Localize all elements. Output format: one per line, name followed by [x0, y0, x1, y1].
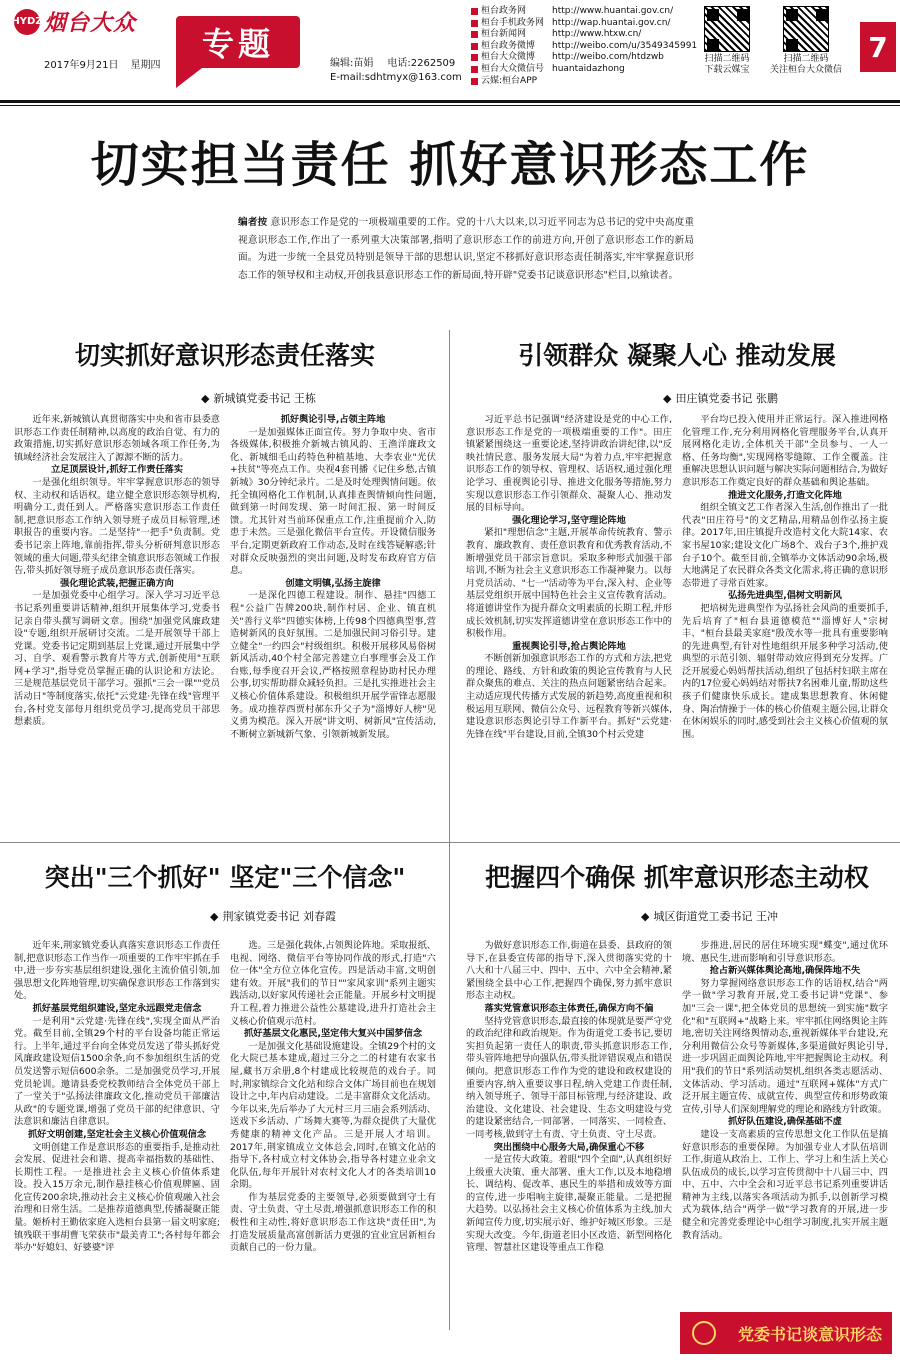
editor-note-label: 编者按 — [238, 217, 268, 228]
article-subheading: 抢占新兴媒体舆论高地,确保阵地不失 — [709, 965, 861, 977]
article-column — [14, 414, 220, 834]
article-paragraph: 习近平总书记强调"经济建设是党的中心工作,意识形态工作是党的一项极端重要的工作"。田庄镇紧紧围绕这一重要论述,坚持讲政治讲纪律,以"反映社情民意、服务发展大局"为着力点,牢牢把握意识形态工作的领导权、管理权、话语权,通过强化理论学习、重视舆论引导、推进文化服务等措施,努力实现以意识形态工作引领群众、凝聚人心、推动发展的目标导向。 — [466, 414, 672, 514]
article-byline: ◆ 荆家镇党委书记 刘春霞 — [210, 908, 336, 924]
article-column — [682, 414, 888, 834]
article-title: 突出"三个抓好" 坚定"三个信念" — [44, 863, 406, 892]
article-paragraph: 一是加强媒体正面宣传。努力争取中央、省市各级媒体,积极推介新城古镇风韵、王渔洋廉政文化、新城细毛山药特色种植基地、大李农业"光伏+扶贫"等亮点工作。央视4套刊播《记住乡愁,古镇新城》30分钟纪录片。二是及时处理舆情问题。依托全镇网格化工作机制,认真排查舆情倾向性问题,做到第一时间发现、第一时间汇报、第一时间反馈。尤其针对当前环保重点工作,注重提前介入,防患于未然。三是强化微信平台宣传。开设微信服务平台,定期更新政府工作动态,及时在线答疑解惑;针对群众反映强烈的突出问题,及时发布政府官方信息。 — [230, 426, 436, 577]
article-column — [230, 414, 436, 834]
media-links — [470, 6, 697, 87]
newspaper-logo — [11, 6, 137, 37]
qr-download: 扫描二维码 下载云媒宝 — [704, 6, 750, 76]
qr-wechat: 扫描二维码 关注桓台大众微信 — [770, 6, 842, 76]
article-paragraph: 步推进,居民的居住环境实现"蝶变",通过优环境、惠民生,进而影响和引导意识形态。 — [682, 940, 888, 964]
editor-email: E-mail:sdhtmyx@163.com — [330, 72, 462, 83]
article-column — [466, 414, 672, 834]
masthead — [0, 0, 900, 108]
article-byline: ◆ 田庄镇党委书记 张鹏 — [663, 390, 778, 406]
article-title: 引领群众 凝聚人心 推动发展 — [518, 341, 836, 370]
page-headline: 切实担当责任 抓好意识形态工作 — [90, 137, 810, 193]
divider — [0, 100, 900, 103]
article-subheading: 重视舆论引导,抢占舆论阵地 — [512, 640, 626, 652]
editor-note-text: 意识形态工作是党的一项极端重要的工作。党的十八大以来,以习近平同志为总书记的党中央高度重视意识形态工作,作出了一系列重大决策部署,指明了意识形态工作的前进方向,开创了意识形态工作的新局面。为进一步统一全县党员特别是领导干部的思想认识,坚定不移抓好意识形态责任制落实,牢牢掌握意识形态工作的领导权和主动权,开创我县意识形态工作的新局面,特开辟"党委书记谈意识形态"栏目,以飨读者。 — [238, 217, 694, 281]
banner-text: 党委书记谈意识形态 — [737, 1324, 882, 1344]
article-paragraph: 一是利用"云党建·先锋在线",实现全面从严治党。截至目前,全镇29个村的平台设备均能正常运行。上半年,通过平台向全体党员发送了带头抓好党风廉政建设短信1500余条,向不参加组织生活的党员发送警示短信600余条。二是加强党员学习,开展党员轮训。邀请县委党校教师结合全体党员干部上了一堂关于"弘扬法律廉政文化,推动党员干部廉洁从政"的专题党课,增强了党员干部的纪律意识、守法意识和廉洁自律意识。 — [14, 1015, 220, 1128]
party-emblem-icon — [692, 1321, 716, 1345]
media-link-row[interactable]: 桓台政务网 http://www.huantai.gov.cn/ — [470, 6, 697, 18]
article-column — [466, 940, 672, 1354]
media-link-row: 云媒:桓台APP — [470, 76, 697, 88]
article-subheading: 创建文明镇,弘扬主旋律 — [285, 577, 381, 589]
article-paragraph: 紧扣"理想信念"主题,开展革命传统教育、警示教育、廉政教育、责任意识教育和优秀教育活动,不断增强党员干部宗旨意识。采取多种形式加强干部培训,不断为社会主义意识形态工作凝神聚力。以每月党员活动、"七一"活动等为平台,深入村、企业等基层党组织开展中国特色社会主义宣传教育活动。将道德讲堂作为提升群众文明素质的长期工程,并形成长效机制,切实发挥道德讲堂在意识形态工作中的积极作用。 — [466, 527, 672, 640]
article-paragraph: 文明创建工作是意识形态的重要指手,是推动社会发展、促进社会和谐、提高幸福指数的基础性、长期性工程。一是推进社会主义核心价值体系建设。投入15万余元,制作悬挂核心价值观牌匾、固化宣传200余块,推动社会主义核心价值观融入社会治理和日常生活。二是推荐道德典型,传播凝聚正能量。姬桥村王勤依家庭入选桓台县第一届文明家庭;镇残联干事胡曹飞荣获市"最美青工";各村每年都会举办"好媳妇、好婆婆"评 — [14, 1141, 220, 1254]
article-subheading: 强化理论武装,把握正确方向 — [60, 577, 174, 589]
editor-note — [238, 214, 694, 284]
divider — [0, 105, 900, 106]
article-byline: ◆ 新城镇党委书记 王栋 — [201, 390, 316, 406]
column-banner — [680, 1312, 892, 1354]
editor-info — [330, 57, 462, 85]
article-title: 把握四个确保 抓牢意识形态主动权 — [485, 863, 869, 892]
article-paragraph: 努力掌握网络意识形态工作的话语权,结合"两学一做"学习教育开展,党工委书记讲"党课"、参加"三会一课",把全体党员的思想统一到实施"数字化"和"互联网+"战略上来。牢牢抓住网络舆论主阵地,密切关注网络舆情动态,重视新媒体平台建设,充分利用微信公众号等新媒体,多渠道做好舆论引导,进一步巩固正面舆论阵地,牢牢把握舆论主动权。利用"我们的节日"系列活动契机,组织各类志愿活动、文体活动、学习活动。通过"互联网+媒体"方式广泛开展主题宣传、成就宣传、典型宣传和形势政策宣传,引导人们深刻理解党的理论和路线方针政策。 — [682, 977, 888, 1115]
article-subheading: 抓好基层党组织建设,坚定永远跟党走信念 — [32, 1002, 202, 1014]
media-link-row: 桓台大众微信号 huantaidazhong — [470, 64, 697, 76]
qr-code-icon — [783, 6, 829, 52]
article-paragraph: 为做好意识形态工作,街道在县委、县政府的领导下,在县委宣传部的指导下,深入贯彻落实党的十八大和十八届三中、四中、五中、六中全会精神,紧紧围绕全县中心工作,把握四个确保,努力抓牢意识形态主动权。 — [466, 940, 672, 1002]
logo-text: 烟台大众 — [44, 10, 137, 36]
article-subheading: 推进文化服务,打造文化阵地 — [728, 489, 842, 501]
weekday-text: 星期四 — [130, 60, 161, 71]
issue-date — [44, 56, 161, 71]
article-column — [14, 940, 220, 1354]
article-subheading: 抓好基层文化惠民,坚定伟大复兴中国梦信念 — [243, 1028, 423, 1040]
article-byline: ◆ 城区街道党工委书记 王冲 — [641, 908, 778, 924]
article-paragraph: 一是加强党委中心组学习。深入学习习近平总书记系列重要讲话精神,组织开展集体学习,党委书记亲自带头撰写调研文章。围绕"加强党风廉政建设"专题,组织开展研讨交流。二是开展领导干部上党课。党委书记定期到基层上党课,通过开展集中学习、自学、观看警示教育片等方式,创新使用"互联网+学习",指导党员掌握正确的认识论和方法论。三是规范基层党员干部学习。强抓"三会一课""党员活动日"等制度落实,依托"云党建·先锋在线"管理平台,各村党支部每月组织党员学习,提高党员干部思想素质。 — [14, 590, 220, 728]
article-subheading: 抓好文明创建,坚定社会主义核心价值观信念 — [27, 1128, 207, 1140]
date-text: 2017年9月21日 — [44, 60, 119, 71]
article-xincheng — [14, 332, 436, 837]
article-paragraph: 把培树先进典型作为弘扬社会风尚的重要抓手,先后培育了"桓台县道德模范""淄博好人"宗树丰、"桓台县最美家庭"殷茂水等一批具有重要影响的先进典型,有针对性地组织开展多种学习活动,使典型的示范引领、辐射带动效应得到充分发挥。广泛开展爱心妈妈帮扶活动,组织了包括村妇联主席在内的17位爱心妈妈结对帮扶7名困难儿童,帮助这些孩子们健康快乐成长。建成集思想教育、休闲健身、陶冶情操于一体的核心价值观主题公园,让群众在休闲娱乐的同时,感受到社会主义核心价值观的氛围。 — [682, 602, 888, 740]
article-paragraph: 一是深化四德工程建设。制作、悬挂"四德工程"公益广告牌200块,制作村居、企业、镇直机关"善行义举"四德实体榜,上传98个四德典型事,营造树新风的良好氛围。二是加强民间习俗引导。建立健全"一约四会"村级组织。积极开展移风易俗树新风活动,40个村全部完善建立白事理事会及工作台账,每季度召开会议,严格按照章程协助村民办理公事,切实帮助群众减轻负担。三是扎实推进社会主义核心价值体系建设。积极组织开展学雷锋志愿服务。成功推荐西贾村郝东升父子为"淄博好人榜"见义勇为模范。深入开展"讲文明、树新风"宣传活动,不断树立新城新气象、引领新城新发展。 — [230, 590, 436, 740]
divider — [0, 842, 900, 843]
article-column — [682, 940, 888, 1310]
article-paragraph: 坚持党管意识形态,最直接的体现就是要严守党的政治纪律和政治规矩。作为街道党工委书记,要切实担负起第一责任人的职责,带头抓意识形态工作,带头管阵地把导向强队伍,带头批评错误观点和错误倾向。把意识形态工作作为党的建设和政权建设的重要内容,纳入重要议事日程,纳入党建工作责任制,纳入领导班子、领导干部目标管理,与经济建设、政治建设、文化建设、社会建设、生态文明建设与党的建设紧密结合,一同部署、一同落实、一同检查、一同考核,做到守土有责、守土负责、守土尽责。 — [466, 1015, 672, 1140]
article-subheading: 强化理论学习,坚守理论阵地 — [512, 514, 626, 526]
article-paragraph: 不断创新加强意识形态工作的方式和方法,把党的理论、路线、方针和政策的舆论宣传教育与人民群众聚焦的难点、关注的热点问题紧密结合起来。主动适应现代传播方式发展的新趋势,高度重视和积极运用互联网、微信公众号、远程教育等新兴媒体,建设意识形态舆论引导工作新平台。抓好"云党建·先锋在线"平台建设,目前,全镇30个村云党建 — [466, 653, 672, 740]
article-paragraph: 作为基层党委的主要领导,必须要做到守土有责、守土负责、守土尽责,增强抓意识形态工作的积极性和主动性,将好意识形态工作这块"责任田",为打造发展质量高富创新活力更强的宜业宜居新桓台贡献自己的一份力量。 — [230, 1191, 436, 1254]
editor-phone: 电话:2262509 — [387, 58, 456, 69]
article-subheading: 弘扬先进典型,倡树文明新风 — [728, 590, 842, 602]
article-chengqu — [466, 848, 888, 1353]
article-paragraph: 建设一支高素质的宣传思想文化工作队伍是搞好意识形态的重要保障。为加强专业人才队伍培训工作,街道从政治上、工作上、学习上和生活上关心队伍成员的成长,以学习宣传贯彻中十八届三中、四中、五中、六中全会和习近平总书记系列重要讲话精神为主线,以落实各项活动为抓手,以创新学习模式为载体,结合"两学一做"学习教育的开展,进一步健全和完善党委理论中心组学习制度,扎实开展主题教育活动。 — [682, 1128, 888, 1241]
article-subheading: 落实党管意识形态主体责任,确保方向不偏 — [484, 1002, 654, 1014]
article-paragraph: 平台均已投入使用并正常运行。深入推进网格化管理工作,充分利用网格化管理服务平台,认真开展网格化走访,全体机关干部"全员参与、一人一格、任务均衡",实现网格零缝隙、工作全覆盖。注重解决思想认识问题与解决实际问题相结合,为做好意识形态工作奠定良好的群众基础和舆论基础。 — [682, 414, 888, 488]
article-paragraph: 一是宣传大政策。着眼"四个全面",认真组织好上级重大决策、重大部署、重大工作,以及本地稳增长、调结构、促改革、惠民生的举措和成效等方面的宣传,进一步唱响主旋律,凝聚正能量。二是把握大趋势。以弘扬社会主义核心价值体系为主线,加大新闻宣传力度,切实展示好、维护好城区形象。三是实现大改变。今年,街道老旧小区改造、新型网格化管理、智慧社区建设等重点工作稳 — [466, 1154, 672, 1254]
media-link-row[interactable]: 桓台大众微博 http://weibo.com/htdzwb — [470, 52, 697, 64]
section-tab: 专题 — [176, 16, 300, 68]
article-title: 切实抓好意识形态责任落实 — [74, 341, 375, 370]
article-column — [230, 940, 436, 1354]
article-jingjia — [14, 848, 436, 1353]
article-paragraph: 一是加强文化基础设施建设。全镇29个村的文化大院已基本建成,超过三分之二的村建有农家书屋,藏书万余册,8个村建成比较规范的戏台子。同时,荆家镇综合文化站和综合文体广场目前也在规划设计之中,年内启动建设。二是丰富群众文化活动。今年以来,先后举办了大元村三月三庙会系列活动、送戏下乡活动、广场舞大赛等,为群众提供了大量优秀健康的精神文化产品。三是开展人才培训。2017年,荆家镇成立文体总会,同时,在镇文化站的指导下,各村成立村文体协会,指导各村建立业余文化队伍,每年开展针对农村文化人才的各类培训10余期。 — [230, 1040, 436, 1191]
page-number: 7 — [860, 22, 896, 72]
article-paragraph: 近年来,新城镇认真贯彻落实中央和省市县委意识形态工作责任制精神,以高度的政治自觉、有力的政策措施,切实抓好意识形态领域各项工作任务,为镇域经济社会发展注入了源源不断的活力。 — [14, 414, 220, 463]
article-paragraph: 组织全镇文艺工作者深入生活,创作推出了一批代表"田庄符号"的文艺精品,用精品创作弘扬主旋律。2017年,田庄镇提升改造村文化大院14家、农家书屋10家;建设文化广场8个、戏台子3个,推护戏台子10个。截至目前,全镇举办文体活动90余场,极大地满足了农民群众各类文化需求,将正确的意识形态带进了寻常百姓家。 — [682, 502, 888, 589]
article-paragraph: 近年来,荆家镇党委认真落实意识形态工作责任制,把意识形态工作当作一项重要的工作牢牢抓在手中,进一步夯实基层组织建设,强化主流价值引领,加强思想文化阵地管理,切实确保意识形态工作落到实处。 — [14, 940, 220, 1002]
qr-code-icon — [704, 6, 750, 52]
media-link-row[interactable]: 桓台手机政务网 http://wap.huantai.gov.cn/ — [470, 18, 697, 30]
article-subheading: 抓好队伍建设,确保基础不虚 — [728, 1116, 842, 1128]
article-subheading: 突出围绕中心服务大局,确保重心不移 — [493, 1141, 645, 1153]
article-paragraph: 选。三是强化载体,占领舆论阵地。采取报纸、电视、网络、微信平台等协同作战的形式,打造"六位一体"全方位立体化宣传。四是活动丰富,文明创建有效。开展"我们的节日""家风家训"系列主题实践活动,以好家风传递社会正能量。开展乡村文明提升工程,着力推进公益性公墓建设,进升打造社会主义核心价值观示范村。 — [230, 940, 436, 1027]
article-paragraph: 一是强化组织领导。牢牢掌握意识形态的领导权、主动权和话语权。建立健全意识形态领导机构,明确分工,责任到人。严格落实意识形态工作责任制,把意识形态工作纳入领导班子成员目标管理,述职报告的重要内容。二是坚持"一把手"负责制。党委书记亲上阵地,靠前指挥,带头分析研判意识形态领域的重大问题,带头纪律全镇意识形态领域工作报告,带头抓好领导班子成员意识形态责任落实。 — [14, 476, 220, 577]
media-link-row[interactable]: 桓台新闻网 http://www.htxw.cn/ — [470, 29, 697, 41]
editor-name: 编辑:苗娟 — [330, 58, 374, 69]
article-tianzhuang — [466, 332, 888, 837]
media-link-row[interactable]: 桓台政务微博 http://weibo.com/u/3549345991 — [470, 41, 697, 53]
article-subheading: 抓好舆论引导,占领主阵地 — [280, 414, 386, 425]
logo-mark-icon: HYDZ — [14, 9, 40, 35]
column-divider — [449, 330, 450, 1330]
article-subheading: 立足顶层设计,抓好工作责任落实 — [50, 464, 184, 476]
